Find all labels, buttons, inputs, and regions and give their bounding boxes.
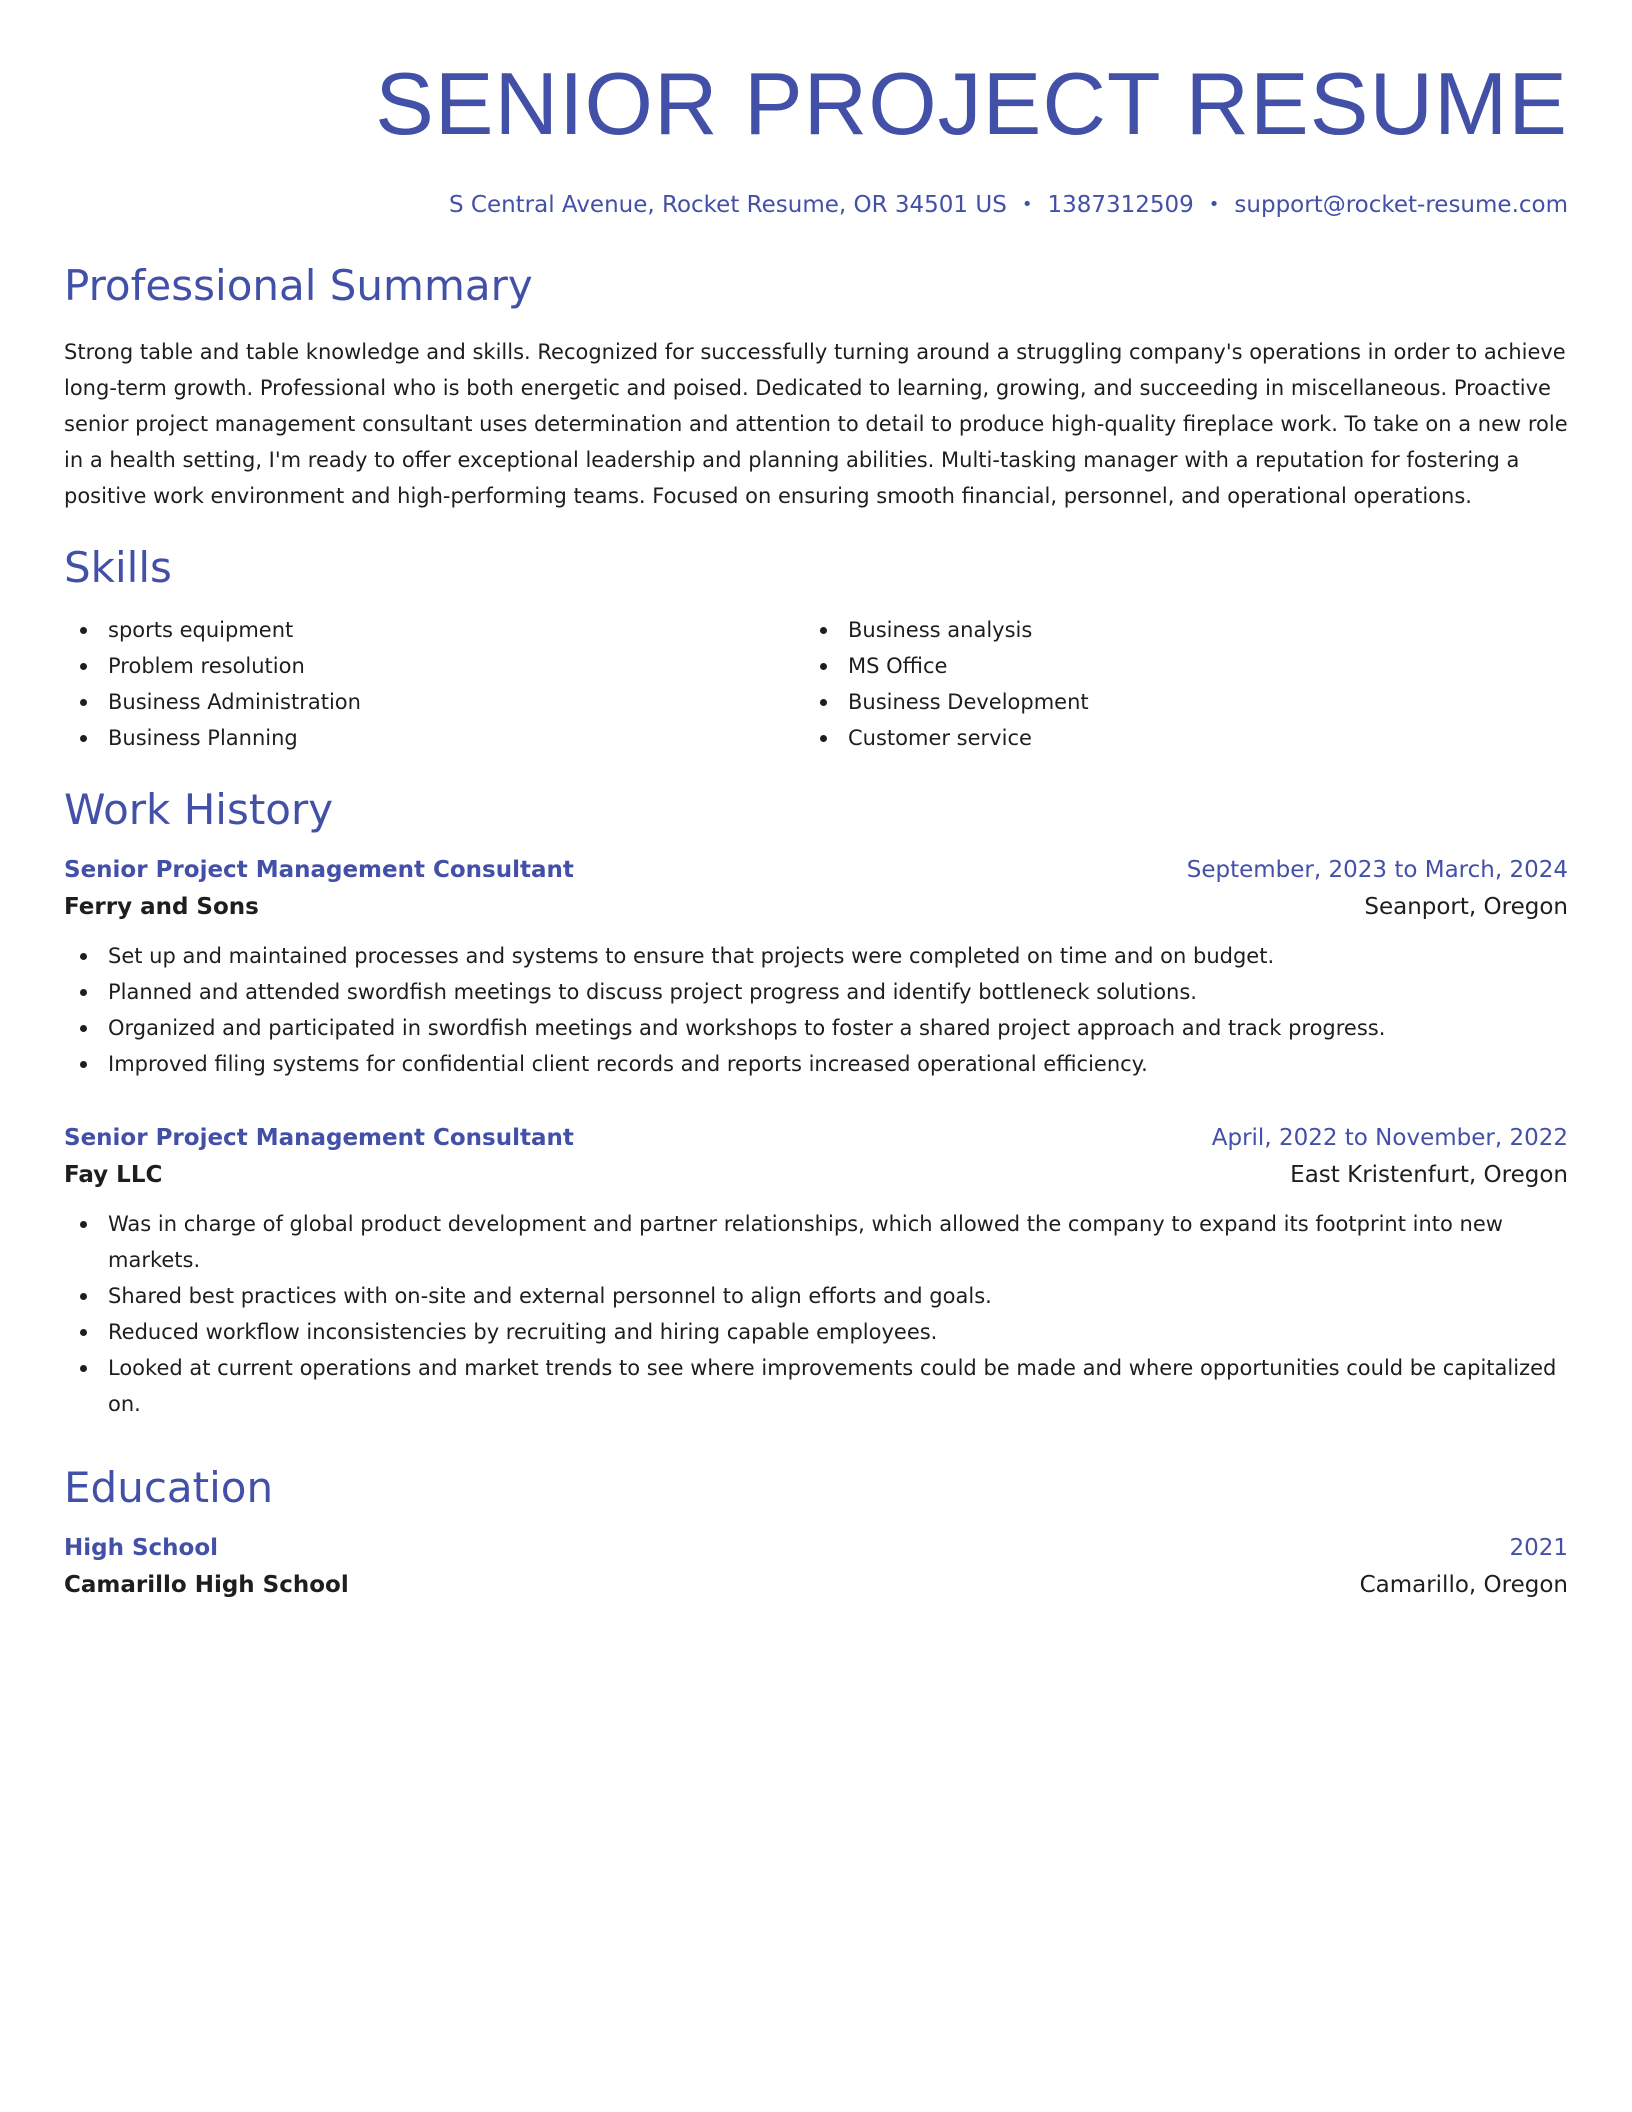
contact-line xyxy=(64,190,1568,220)
education-school: Camarillo High School xyxy=(64,1572,349,1598)
skill-item: Customer service xyxy=(804,720,1544,756)
job-bullet: Planned and attended swordfish meetings to discuss project progress and identify bottleneck solutions. xyxy=(64,974,1568,1010)
contact-address: S Central Avenue, Rocket Resume, OR 34501 US xyxy=(448,192,1007,218)
job-company-row xyxy=(64,888,1568,926)
summary-section xyxy=(64,260,1568,514)
job-bullet: Set up and maintained processes and systems to ensure that projects were completed on time and on budget. xyxy=(64,938,1568,974)
skill-item: Business analysis xyxy=(804,612,1544,648)
skill-item: Business Development xyxy=(804,684,1544,720)
job-title-row xyxy=(64,852,1568,888)
education-degree-row xyxy=(64,1530,1568,1566)
summary-heading: Professional Summary xyxy=(64,261,533,310)
job-bullet: Improved filing systems for confidential client records and reports increased operational efficiency. xyxy=(64,1046,1568,1082)
education-section xyxy=(64,1462,1568,1604)
job-entry xyxy=(64,852,1568,1082)
job-location: East Kristenfurt, Oregon xyxy=(1290,1162,1568,1188)
job-dates: September, 2023 to March, 2024 xyxy=(1186,857,1568,883)
work-history-heading: Work History xyxy=(64,785,334,834)
job-company: Ferry and Sons xyxy=(64,894,259,920)
education-year: 2021 xyxy=(1509,1535,1568,1561)
job-bullet: Organized and participated in swordfish meetings and workshops to foster a shared project approach and track progress. xyxy=(64,1010,1568,1046)
education-school-row xyxy=(64,1566,1568,1604)
skills-list-left xyxy=(64,612,804,756)
skill-item: MS Office xyxy=(804,648,1544,684)
summary-text: Strong table and table knowledge and skills. Recognized for successfully turning around a struggling company's operations in order to achieve long-term growth. Professional who is both energetic and poised. Dedicated to learning, growing, and succeeding in miscellaneous. Proactive senior project management consultant uses determination and attention to detail to produce high-quality fireplace work. To take on a new role in a health setting, I'm ready to offer exceptional leadership and planning abilities. Multi-tasking manager with a reputation for fostering a positive work environment and high-performing teams. Focused on ensuring smooth financial, personnel, and operational operations. xyxy=(64,340,1568,508)
job-company: Fay LLC xyxy=(64,1162,163,1188)
skill-item: Business Planning xyxy=(64,720,804,756)
education-location: Camarillo, Oregon xyxy=(1359,1572,1568,1598)
contact-separator: • xyxy=(1208,194,1220,215)
job-company-row xyxy=(64,1156,1568,1194)
skills-section xyxy=(64,542,1568,756)
job-location: Seanport, Oregon xyxy=(1364,894,1568,920)
skill-item: Problem resolution xyxy=(64,648,804,684)
education-heading: Education xyxy=(64,1463,274,1512)
job-title: Senior Project Management Consultant xyxy=(64,857,574,883)
job-title: Senior Project Management Consultant xyxy=(64,1125,574,1151)
education-entry xyxy=(64,1530,1568,1604)
job-bullet: Looked at current operations and market trends to see where improvements could be made and where opportunities could be capitalized on. xyxy=(64,1350,1568,1422)
contact-phone: 1387312509 xyxy=(1047,192,1194,218)
job-bullets xyxy=(64,1206,1568,1422)
job-bullets xyxy=(64,938,1568,1082)
skill-item: sports equipment xyxy=(64,612,804,648)
resume-name: SENIOR PROJECT RESUME xyxy=(375,54,1568,153)
work-history-section xyxy=(64,784,1568,1422)
contact-separator: • xyxy=(1021,194,1033,215)
job-bullet: Reduced workflow inconsistencies by recruiting and hiring capable employees. xyxy=(64,1314,1568,1350)
skills-columns xyxy=(64,612,1568,756)
contact-email: support@rocket-resume.com xyxy=(1234,192,1568,218)
education-degree: High School xyxy=(64,1535,219,1561)
job-title-row xyxy=(64,1120,1568,1156)
job-bullet: Shared best practices with on-site and external personnel to align efforts and goals. xyxy=(64,1278,1568,1314)
skills-heading: Skills xyxy=(64,543,172,592)
skills-list-right xyxy=(804,612,1544,756)
job-bullet: Was in charge of global product development and partner relationships, which allowed the company to expand its footprint into new markets. xyxy=(64,1206,1568,1278)
job-entry xyxy=(64,1120,1568,1422)
job-dates: April, 2022 to November, 2022 xyxy=(1211,1125,1568,1151)
resume-header xyxy=(64,0,1568,220)
skill-item: Business Administration xyxy=(64,684,804,720)
